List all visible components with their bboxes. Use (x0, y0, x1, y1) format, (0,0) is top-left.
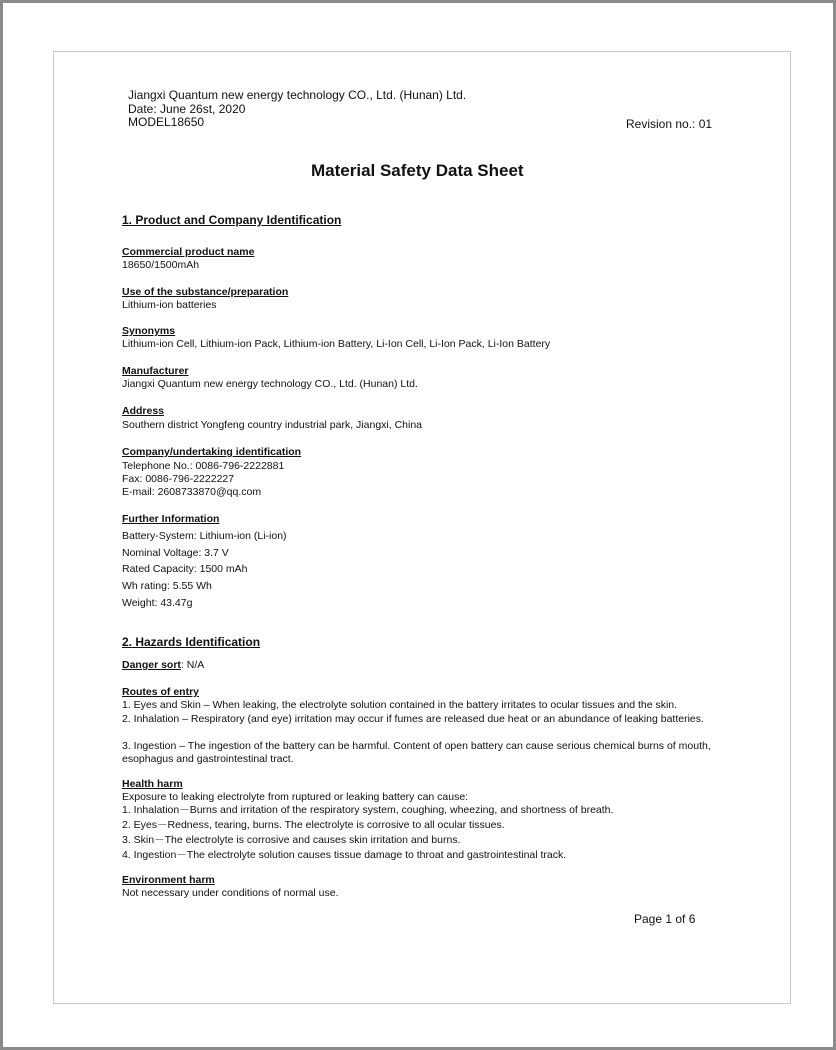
company-id-label: Company/undertaking identification (122, 446, 302, 458)
further-info-item: Wh rating: 5.55 Wh (122, 580, 212, 592)
fax-value: Fax: 0086-796-2222227 (122, 473, 235, 485)
synonyms-label: Synonyms (122, 325, 176, 337)
health-item: 4. Ingestion－The electrolyte solution causes tissue damage to throat and gastrointestinal track. (122, 849, 567, 861)
further-info-item: Nominal Voltage: 3.7 V (122, 547, 229, 559)
health-item: 3. Skin－The electrolyte is corrosive and causes skin irritation and burns. (122, 834, 461, 846)
commercial-name-label: Commercial product name (122, 246, 255, 258)
environment-harm-value: Not necessary under conditions of normal use. (122, 887, 339, 899)
header-company: Jiangxi Quantum new energy technology CO., Ltd. (Hunan) Ltd. (128, 88, 467, 102)
manufacturer-label: Manufacturer (122, 365, 189, 377)
page-number: Page 1 of 6 (634, 912, 696, 926)
further-info-label: Further Information (122, 513, 220, 525)
section-2-heading: 2. Hazards Identification (122, 635, 261, 649)
health-item: 1. Inhalation－Burns and irritation of the respiratory system, coughing, wheezing, and shortness of breath. (122, 804, 614, 816)
header-date: Date: June 26st, 2020 (128, 102, 246, 116)
synonyms-value: Lithium-ion Cell, Lithium-ion Pack, Lithium-ion Battery, Li-Ion Cell, Li-Ion Pack, Li-Ion Battery (122, 338, 551, 350)
header-revision: Revision no.: 01 (626, 117, 713, 131)
routes-item: 1. Eyes and Skin – When leaking, the electrolyte solution contained in the battery irritates to ocular tissues and the skin. (122, 699, 678, 711)
further-info-item: Rated Capacity: 1500 mAh (122, 563, 248, 575)
routes-item: 3. Ingestion – The ingestion of the battery can be harmful. Content of open battery can cause serious chemical burns of mouth, esophagus and gastrointestinal tract. (122, 740, 711, 765)
health-harm-label: Health harm (122, 778, 183, 790)
danger-sort-line (122, 659, 204, 672)
document-title: Material Safety Data Sheet (311, 161, 524, 180)
email-value: E-mail: 2608733870@qq.com (122, 486, 262, 498)
manufacturer-value: Jiangxi Quantum new energy technology CO., Ltd. (Hunan) Ltd. (122, 378, 418, 390)
danger-sort-value: : N/A (180, 659, 205, 671)
header-model: MODEL18650 (128, 115, 205, 129)
routes-item: 2. Inhalation – Respiratory (and eye) irritation may occur if fumes are released due heat or an abundance of leaking batteries. (122, 713, 704, 725)
telephone-value: Telephone No.: 0086-796-2222881 (122, 460, 285, 472)
further-info-item: Battery-System: Lithium-ion (Li-ion) (122, 530, 287, 542)
use-label: Use of the substance/preparation (122, 286, 289, 298)
health-item: Exposure to leaking electrolyte from ruptured or leaking battery can cause: (122, 791, 469, 803)
danger-sort-label: Danger sort (122, 659, 181, 671)
further-info-item: Weight: 43.47g (122, 597, 193, 609)
document-page (53, 51, 791, 1004)
use-value: Lithium-ion batteries (122, 299, 217, 311)
section-1-heading: 1. Product and Company Identification (122, 213, 342, 227)
health-item: 2. Eyes－Redness, tearing, burns. The electrolyte is corrosive to all ocular tissues. (122, 819, 505, 831)
environment-harm-label: Environment harm (122, 874, 215, 886)
address-label: Address (122, 405, 165, 417)
commercial-name-value: 18650/1500mAh (122, 259, 200, 271)
address-value: Southern district Yongfeng country industrial park, Jiangxi, China (122, 419, 423, 431)
routes-label: Routes of entry (122, 686, 200, 698)
